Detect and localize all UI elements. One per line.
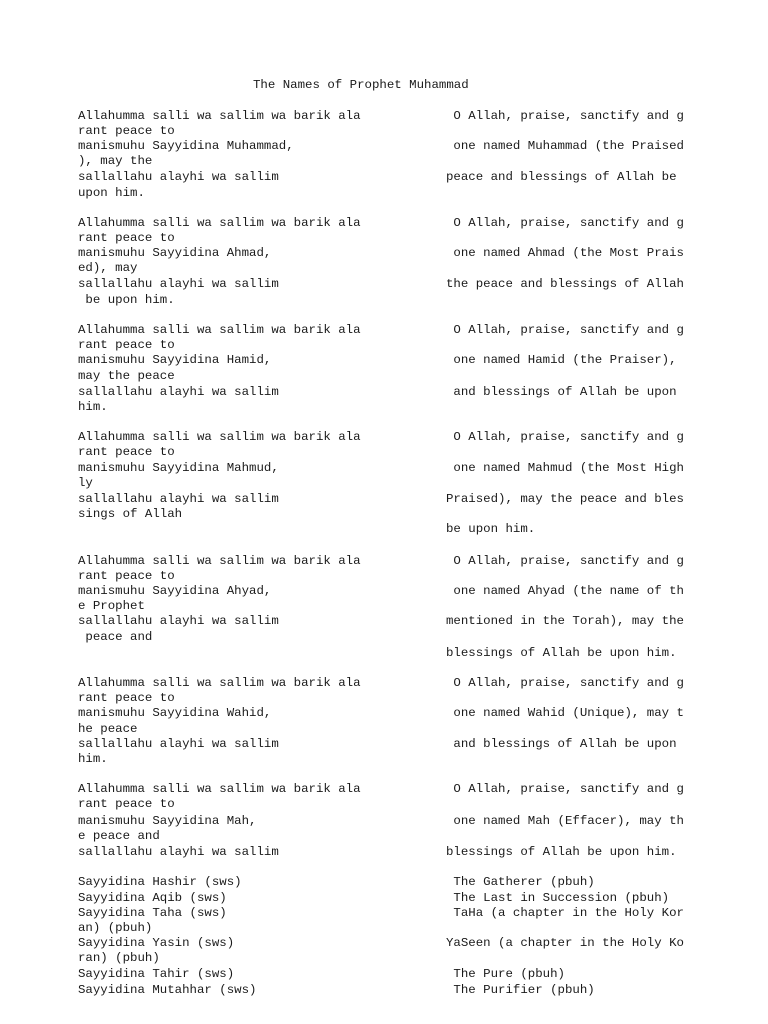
text-line-left: rant peace to bbox=[78, 124, 175, 138]
text-line-right: peace and blessings of Allah be bbox=[446, 170, 677, 184]
text-line-left: him. bbox=[78, 752, 108, 766]
text-line-left: Allahumma salli wa sallim wa barik ala bbox=[78, 782, 361, 796]
text-line-right: the peace and blessings of Allah bbox=[446, 277, 684, 291]
text-line-left: sallallahu alayhi wa sallim bbox=[78, 492, 279, 506]
text-line-right: mentioned in the Torah), may the bbox=[446, 614, 684, 628]
text-line-left: sallallahu alayhi wa sallim bbox=[78, 277, 279, 291]
text-line-right: one named Muhammad (the Praised bbox=[446, 139, 684, 153]
text-line-left: sallallahu alayhi wa sallim bbox=[78, 170, 279, 184]
text-line-left: ), may the bbox=[78, 154, 153, 168]
text-line-right: Praised), may the peace and bles bbox=[446, 492, 684, 506]
text-line-right: one named Wahid (Unique), may t bbox=[446, 706, 684, 720]
text-line-left: Allahumma salli wa sallim wa barik ala bbox=[78, 109, 361, 123]
text-line-left: peace and bbox=[78, 630, 153, 644]
text-line-right: one named Mah (Effacer), may th bbox=[446, 814, 684, 828]
text-line-left: Sayyidina Aqib (sws) bbox=[78, 891, 227, 905]
text-line-left: ran) (pbuh) bbox=[78, 951, 160, 965]
text-line-left: him. bbox=[78, 400, 108, 414]
text-line-right: The Last in Succession (pbuh) bbox=[446, 891, 670, 905]
text-line-left: sallallahu alayhi wa sallim bbox=[78, 845, 279, 859]
text-line-right: O Allah, praise, sanctify and g bbox=[446, 782, 684, 796]
text-line-right: blessings of Allah be upon him. bbox=[446, 646, 677, 660]
text-line-left: manismuhu Sayyidina Hamid, bbox=[78, 353, 272, 367]
text-line-left: sallallahu alayhi wa sallim bbox=[78, 385, 279, 399]
text-line-right: The Pure (pbuh) bbox=[446, 967, 565, 981]
text-line-left: be upon him. bbox=[78, 293, 175, 307]
text-line-left: manismuhu Sayyidina Mahmud, bbox=[78, 461, 279, 475]
text-line-left: rant peace to bbox=[78, 797, 175, 811]
text-line-right: be upon him. bbox=[446, 522, 536, 536]
text-line-right: YaSeen (a chapter in the Holy Ko bbox=[446, 936, 684, 950]
text-line-right: and blessings of Allah be upon bbox=[446, 737, 677, 751]
page-title: The Names of Prophet Muhammad bbox=[253, 78, 469, 92]
text-line-left: Sayyidina Taha (sws) bbox=[78, 906, 227, 920]
text-line-left: ly bbox=[78, 476, 93, 490]
text-line-left: manismuhu Sayyidina Muhammad, bbox=[78, 139, 294, 153]
text-line-right: one named Ahmad (the Most Prais bbox=[446, 246, 684, 260]
text-line-left: he peace bbox=[78, 722, 138, 736]
text-line-right: one named Mahmud (the Most High bbox=[446, 461, 684, 475]
text-line-left: rant peace to bbox=[78, 569, 175, 583]
text-line-left: Allahumma salli wa sallim wa barik ala bbox=[78, 676, 361, 690]
text-line-right: one named Hamid (the Praiser), bbox=[446, 353, 677, 367]
text-line-right: O Allah, praise, sanctify and g bbox=[446, 109, 684, 123]
text-line-right: The Gatherer (pbuh) bbox=[446, 875, 595, 889]
text-line-left: an) (pbuh) bbox=[78, 921, 153, 935]
text-line-left: upon him. bbox=[78, 186, 145, 200]
text-line-left: Sayyidina Hashir (sws) bbox=[78, 875, 242, 889]
text-line-left: rant peace to bbox=[78, 691, 175, 705]
text-line-left: Sayyidina Tahir (sws) bbox=[78, 967, 235, 981]
text-line-left: e peace and bbox=[78, 829, 160, 843]
text-line-left: rant peace to bbox=[78, 445, 175, 459]
text-line-left: e Prophet bbox=[78, 599, 145, 613]
text-line-right: blessings of Allah be upon him. bbox=[446, 845, 677, 859]
text-line-right: The Purifier (pbuh) bbox=[446, 983, 595, 997]
text-line-right: and blessings of Allah be upon bbox=[446, 385, 677, 399]
text-line-left: rant peace to bbox=[78, 231, 175, 245]
text-line-right: O Allah, praise, sanctify and g bbox=[446, 676, 684, 690]
text-line-left: manismuhu Sayyidina Mah, bbox=[78, 814, 257, 828]
text-line-right: O Allah, praise, sanctify and g bbox=[446, 554, 684, 568]
text-line-left: Allahumma salli wa sallim wa barik ala bbox=[78, 216, 361, 230]
text-line-right: O Allah, praise, sanctify and g bbox=[446, 430, 684, 444]
text-line-right: O Allah, praise, sanctify and g bbox=[446, 216, 684, 230]
text-line-left: sings of Allah bbox=[78, 507, 183, 521]
text-line-left: sallallahu alayhi wa sallim bbox=[78, 614, 279, 628]
text-line-left: Sayyidina Yasin (sws) bbox=[78, 936, 235, 950]
text-line-right: TaHa (a chapter in the Holy Kor bbox=[446, 906, 684, 920]
text-line-left: sallallahu alayhi wa sallim bbox=[78, 737, 279, 751]
text-line-left: Allahumma salli wa sallim wa barik ala bbox=[78, 554, 361, 568]
text-line-left: manismuhu Sayyidina Ahmad, bbox=[78, 246, 272, 260]
text-line-left: Sayyidina Mutahhar (sws) bbox=[78, 983, 257, 997]
text-line-left: manismuhu Sayyidina Wahid, bbox=[78, 706, 272, 720]
text-line-left: rant peace to bbox=[78, 338, 175, 352]
text-line-left: Allahumma salli wa sallim wa barik ala bbox=[78, 430, 361, 444]
text-line-left: ed), may bbox=[78, 261, 138, 275]
text-line-right: one named Ahyad (the name of th bbox=[446, 584, 684, 598]
text-line-right: O Allah, praise, sanctify and g bbox=[446, 323, 684, 337]
text-line-left: Allahumma salli wa sallim wa barik ala bbox=[78, 323, 361, 337]
text-line-left: may the peace bbox=[78, 369, 175, 383]
text-line-left: manismuhu Sayyidina Ahyad, bbox=[78, 584, 272, 598]
